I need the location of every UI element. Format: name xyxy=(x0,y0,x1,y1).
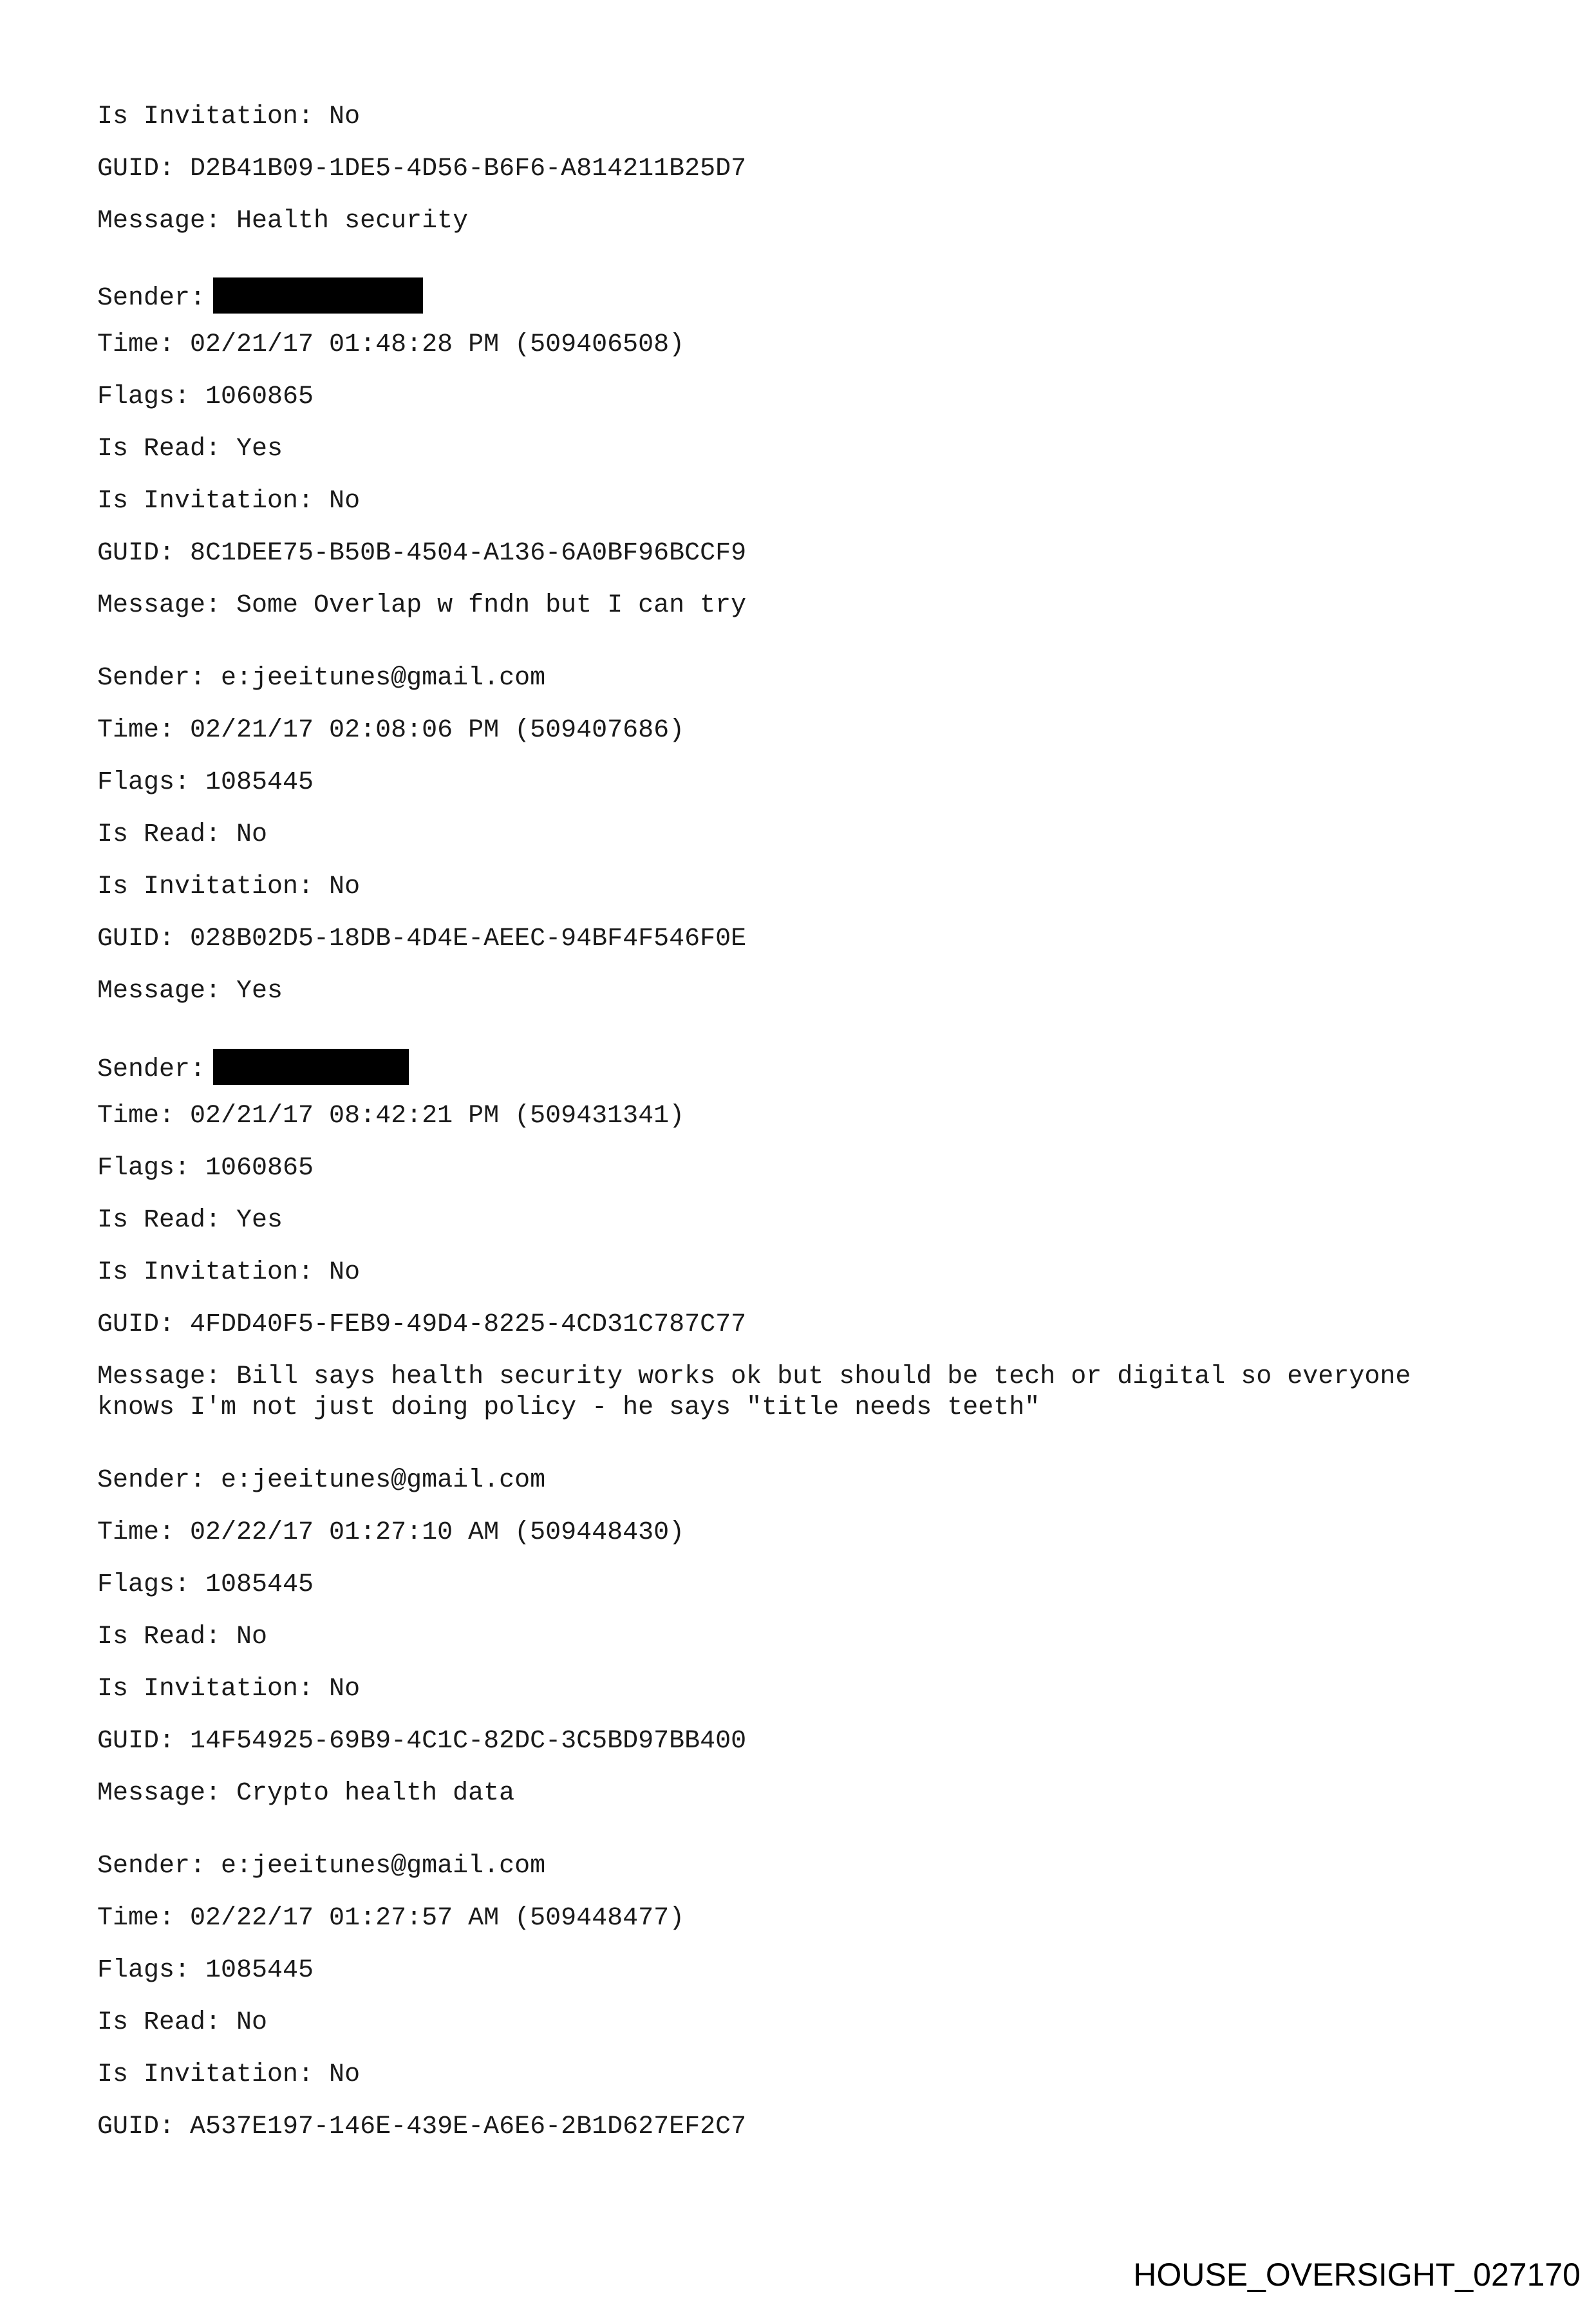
is-invitation-line: Is Invitation: No xyxy=(97,1675,361,1704)
flags-line: Flags: 1060865 xyxy=(97,1154,314,1183)
message-line: Message: Health security xyxy=(97,207,469,236)
time-line: Time: 02/21/17 02:08:06 PM (509407686) xyxy=(97,716,685,745)
redaction-block xyxy=(213,277,423,314)
time-line: Time: 02/21/17 01:48:28 PM (509406508) xyxy=(97,330,685,359)
sender-label: Sender: xyxy=(97,1055,206,1084)
is-invitation-line: Is Invitation: No xyxy=(97,872,361,901)
sender-line xyxy=(97,277,1501,313)
sender-line: Sender: e:jeeitunes@gmail.com xyxy=(97,664,546,693)
is-read-line: Is Read: No xyxy=(97,1622,268,1651)
is-invitation-line: Is Invitation: No xyxy=(97,1258,361,1287)
flags-line: Flags: 1085445 xyxy=(97,768,314,797)
sender-line: Sender: e:jeeitunes@gmail.com xyxy=(97,1466,546,1495)
guid-line: GUID: A537E197-146E-439E-A6E6-2B1D627EF2C7 xyxy=(97,2112,747,2141)
redaction-block xyxy=(213,1049,409,1085)
flags-line: Flags: 1085445 xyxy=(97,1956,314,1985)
message-record xyxy=(97,1851,1501,2143)
message-line: Message: Yes xyxy=(97,977,283,1006)
is-invitation-line: Is Invitation: No xyxy=(97,487,361,516)
flags-line: Flags: 1085445 xyxy=(97,1570,314,1599)
is-read-line: Is Read: Yes xyxy=(97,435,283,464)
guid-line: GUID: 14F54925-69B9-4C1C-82DC-3C5BD97BB400 xyxy=(97,1727,747,1756)
message-line: Message: Some Overlap w fndn but I can try xyxy=(97,591,747,620)
message-record xyxy=(97,1465,1501,1809)
bates-number: HOUSE_OVERSIGHT_027170 xyxy=(1133,2257,1581,2293)
is-read-line: Is Read: No xyxy=(97,2008,268,2037)
time-line: Time: 02/22/17 01:27:57 AM (509448477) xyxy=(97,1904,685,1933)
message-log xyxy=(97,102,1501,2164)
sender-line: Sender: e:jeeitunes@gmail.com xyxy=(97,1852,546,1881)
message-line: Message: Bill says health security works ok but should be tech or digital so everyone knows I'm not just doing policy - he says "title needs teeth" xyxy=(97,1362,1411,1422)
flags-line: Flags: 1060865 xyxy=(97,382,314,411)
time-line: Time: 02/22/17 01:27:10 AM (509448430) xyxy=(97,1518,685,1547)
sender-line xyxy=(97,1049,1501,1084)
message-record xyxy=(97,277,1501,621)
sender-label: Sender: xyxy=(97,284,206,313)
is-invitation-line: Is Invitation: No xyxy=(97,2060,361,2089)
is-invitation-line: Is Invitation: No xyxy=(97,102,361,131)
message-line: Message: Crypto health data xyxy=(97,1779,515,1808)
time-line: Time: 02/21/17 08:42:21 PM (509431341) xyxy=(97,1102,685,1131)
guid-line: GUID: 028B02D5-18DB-4D4E-AEEC-94BF4F546F0E xyxy=(97,925,747,954)
is-read-line: Is Read: No xyxy=(97,820,268,849)
guid-line: GUID: 4FDD40F5-FEB9-49D4-8225-4CD31C787C77 xyxy=(97,1310,747,1339)
is-read-line: Is Read: Yes xyxy=(97,1206,283,1235)
message-record xyxy=(97,1049,1501,1424)
guid-line: GUID: D2B41B09-1DE5-4D56-B6F6-A814211B25D7 xyxy=(97,155,747,183)
message-record xyxy=(97,663,1501,1007)
guid-line: GUID: 8C1DEE75-B50B-4504-A136-6A0BF96BCCF9 xyxy=(97,539,747,568)
